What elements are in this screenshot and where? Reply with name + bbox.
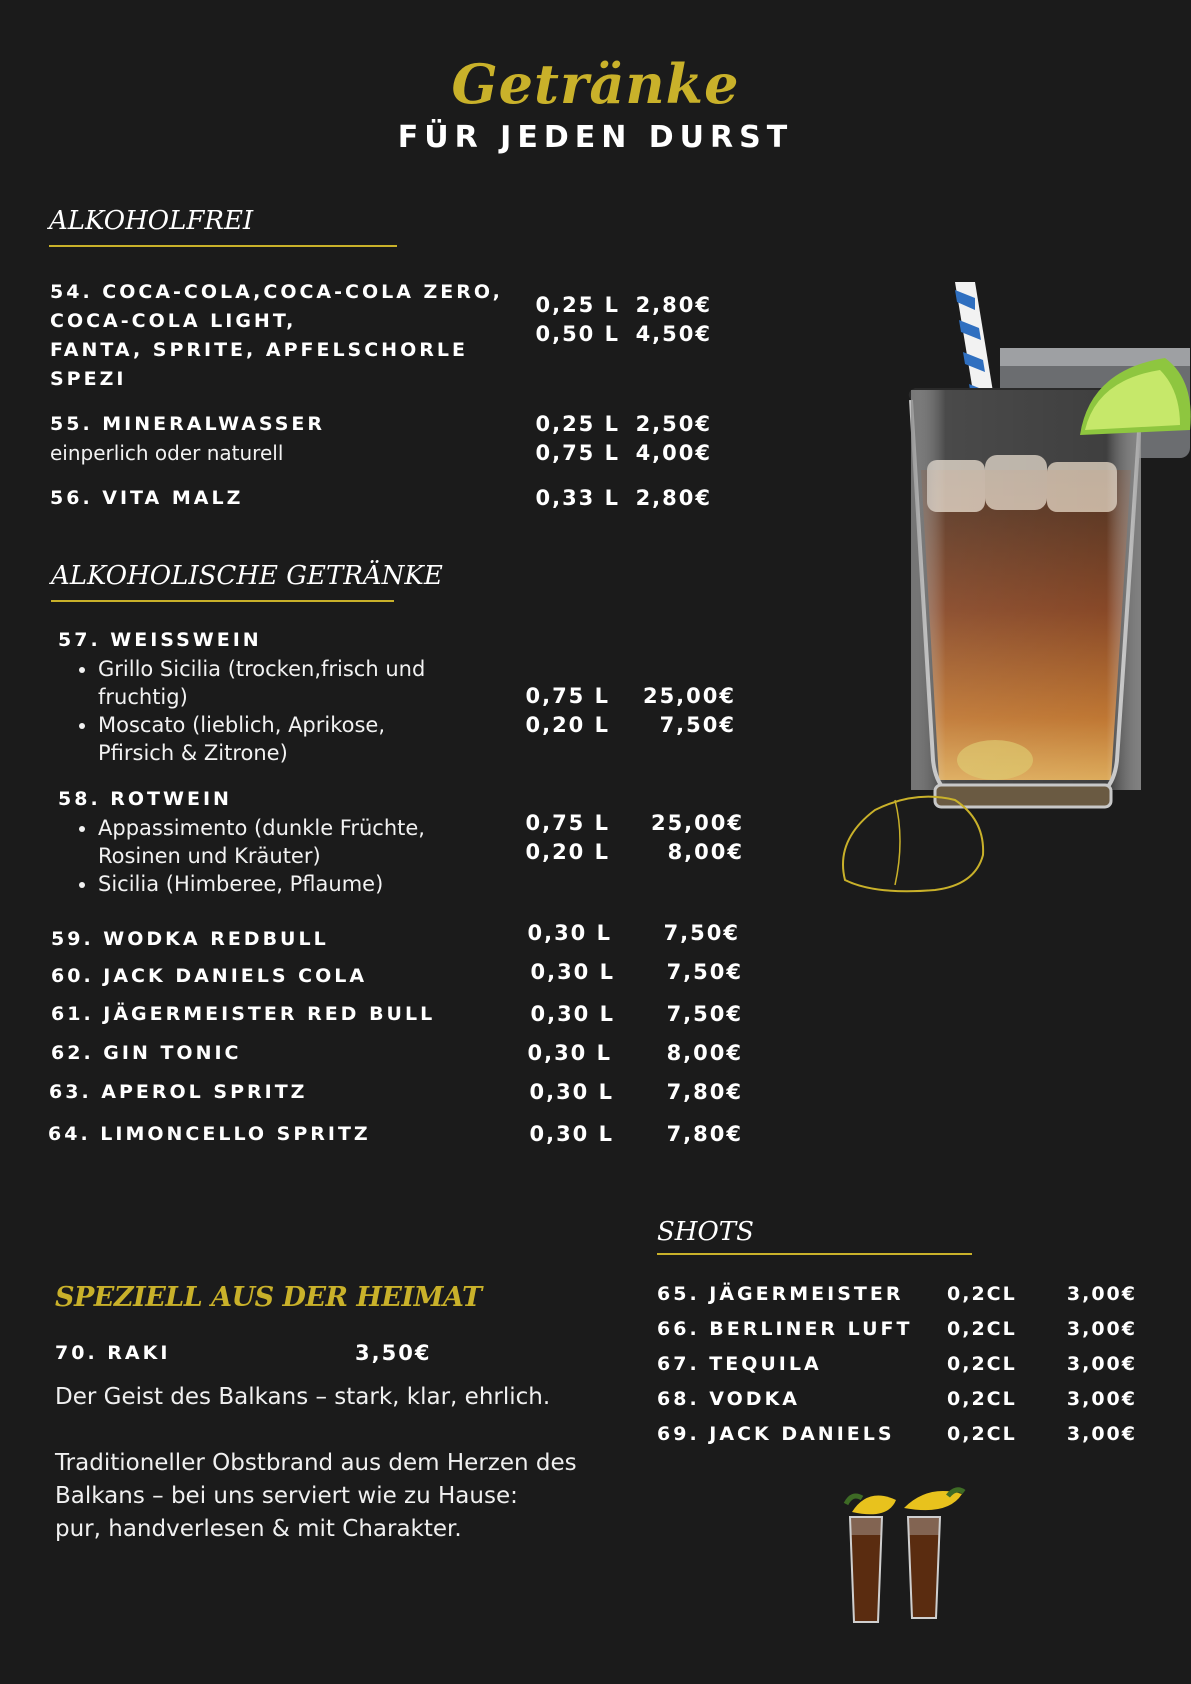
size: 0,25 L (535, 293, 620, 317)
heimat-tagline: Der Geist des Balkans – stark, klar, ehrlich. (55, 1384, 551, 1410)
shot-row (657, 1420, 1137, 1455)
page-subtitle: FÜR JEDEN DURST (397, 120, 794, 155)
item-54-prices (620, 291, 712, 349)
price: 7,80€ (666, 1080, 743, 1104)
item-55-prices (620, 410, 712, 468)
price: 3,00€ (1066, 1283, 1137, 1305)
shot-name: 69. JACK DANIELS (657, 1423, 895, 1445)
item-description: einperlich oder naturell (50, 441, 284, 465)
menu-item-70: 70. RAKI (55, 1342, 171, 1364)
shot-name: 67. TEQUILA (657, 1353, 822, 1375)
size: 0,30 L (529, 1080, 614, 1104)
item-name-line: COCA-COLA LIGHT, (50, 310, 297, 332)
item-name-line: 54. COCA-COLA,COCA-COLA ZERO, (50, 281, 503, 303)
size: 0,30 L (527, 921, 612, 945)
price: 7,50€ (666, 1002, 743, 1026)
section-heading-alkoholfrei: ALKOHOLFREI (49, 206, 254, 236)
shots-image (838, 1482, 972, 1628)
size: 0,75 L (535, 441, 620, 465)
shot-name: 66. BERLINER LUFT (657, 1318, 913, 1340)
description-line: pur, handverlesen & mit Charakter. (55, 1516, 462, 1542)
shot-row (657, 1350, 1137, 1385)
lemon-slice-icon (846, 1490, 964, 1515)
shots-list (657, 1280, 1137, 1455)
item-55-sizes (520, 410, 620, 468)
item-name: 55. MINERALWASSER (50, 413, 326, 435)
menu-item-62: 62. GIN TONIC (51, 1042, 242, 1064)
section-rule (657, 1253, 972, 1255)
item-name: 57. WEISSWEIN (58, 629, 262, 651)
price: 3,00€ (1066, 1318, 1137, 1340)
size: 0,75 L (525, 811, 610, 835)
shot-name: 65. JÄGERMEISTER (657, 1283, 904, 1305)
size: 0,30 L (527, 1041, 612, 1065)
item-57-prices (620, 682, 736, 740)
shot-name: 68. VODKA (657, 1388, 800, 1410)
size: 0,30 L (530, 960, 615, 984)
size: 0,30 L (530, 1002, 615, 1026)
shot-row (657, 1280, 1137, 1315)
size: 0,75 L (525, 684, 610, 708)
lemon-outline-icon (843, 797, 983, 892)
price: 25,00€ (642, 684, 736, 708)
wine-variety: • Sicilia (Himberee, Pflaume) (98, 870, 438, 898)
price: 4,00€ (635, 441, 712, 465)
price: 2,80€ (635, 293, 712, 317)
wine-variety: • Grillo Sicilia (trocken,frisch und fruchtig) (98, 655, 438, 711)
size: 0,2CL (947, 1318, 1017, 1340)
size: 0,2CL (947, 1423, 1017, 1445)
shot-row (657, 1385, 1137, 1420)
menu-item-61: 61. JÄGERMEISTER RED BULL (51, 1003, 436, 1025)
price: 25,00€ (650, 811, 744, 835)
size: 0,2CL (947, 1353, 1017, 1375)
wine-variety: • Appassimento (dunkle Früchte, Rosinen und Kräuter) (98, 814, 438, 870)
size: 0,2CL (947, 1388, 1017, 1410)
item-57-sizes (510, 682, 610, 740)
heimat-description (55, 1447, 577, 1546)
size: 0,30 L (529, 1122, 614, 1146)
section-heading-alkoholisch: ALKOHOLISCHE GETRÄNKE (51, 561, 443, 591)
size: 0,20 L (525, 840, 610, 864)
section-heading-shots: SHOTS (657, 1217, 754, 1247)
wine-variety: • Moscato (lieblich, Aprikose, Pfirsich & Zitrone) (98, 711, 438, 767)
section-rule (51, 600, 394, 602)
section-rule (49, 245, 397, 247)
price: 3,50€ (355, 1341, 432, 1365)
size: 0,25 L (535, 412, 620, 436)
price: 4,50€ (635, 322, 712, 346)
item-54-sizes (520, 291, 620, 349)
section-heading-heimat: SPEZIELL AUS DER HEIMAT (55, 1282, 482, 1313)
price: 7,50€ (663, 921, 740, 945)
shot-row (657, 1315, 1137, 1350)
item-name: 58. ROTWEIN (58, 788, 232, 810)
cocktail-image (835, 280, 1191, 895)
price: 8,00€ (667, 840, 744, 864)
menu-item-57 (58, 626, 478, 767)
size: 0,20 L (525, 713, 610, 737)
menu-item-55 (50, 410, 325, 467)
menu-item-58 (58, 785, 478, 898)
size: 0,50 L (535, 322, 620, 346)
menu-item-60: 60. JACK DANIELS COLA (51, 965, 368, 987)
price: 2,50€ (635, 412, 712, 436)
menu-item-54 (50, 278, 503, 394)
menu-item-56: 56. VITA MALZ (50, 487, 244, 509)
price: 2,80€ (635, 486, 712, 510)
size: 0,2CL (947, 1283, 1017, 1305)
price: 3,00€ (1066, 1388, 1137, 1410)
menu-item-63: 63. APEROL SPRITZ (49, 1081, 308, 1103)
page-title: Getränke (451, 52, 740, 116)
item-name-line: SPEZI (50, 368, 127, 390)
item-name-line: FANTA, SPRITE, APFELSCHORLE (50, 339, 468, 361)
price: 7,80€ (666, 1122, 743, 1146)
description-line: Balkans – bei uns serviert wie zu Hause: (55, 1483, 518, 1509)
menu-item-64: 64. LIMONCELLO SPRITZ (48, 1123, 371, 1145)
price: 3,00€ (1066, 1353, 1137, 1375)
price: 7,50€ (659, 713, 736, 737)
size: 0,33 L (535, 486, 620, 510)
price: 3,00€ (1066, 1423, 1137, 1445)
item-58-prices (620, 809, 744, 867)
menu-item-59: 59. WODKA REDBULL (51, 928, 329, 950)
price: 8,00€ (666, 1041, 743, 1065)
item-58-sizes (510, 809, 610, 867)
price: 7,50€ (666, 960, 743, 984)
description-line: Traditioneller Obstbrand aus dem Herzen des (55, 1450, 577, 1476)
